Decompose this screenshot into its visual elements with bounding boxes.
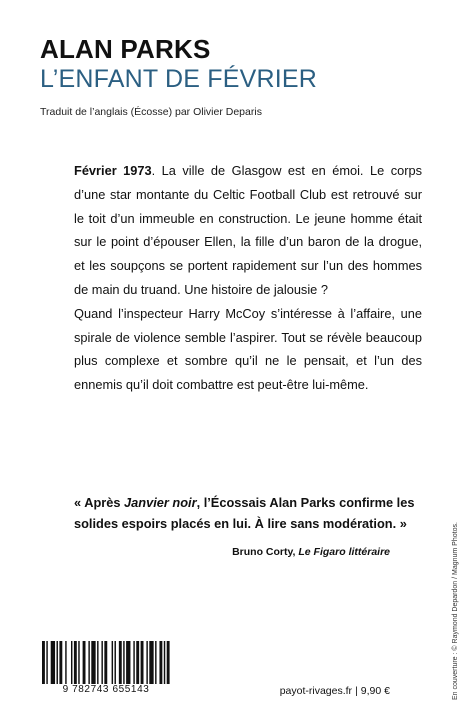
barcode (40, 641, 172, 699)
quote-author: Bruno Corty, (232, 546, 299, 558)
barcode-bar (115, 641, 116, 687)
barcode-bar (46, 641, 47, 687)
translator-line: Traduit de l’anglais (Écosse) par Olivier Deparis (40, 106, 262, 118)
barcode-bar (42, 641, 45, 687)
barcode-bar (57, 641, 58, 687)
barcode-bar (167, 641, 170, 687)
book-title: L’ENFANT DE FÉVRIER (40, 65, 318, 93)
summary-lead: Février 1973 (74, 163, 152, 178)
barcode-bar (133, 641, 134, 687)
barcode-bar (88, 641, 89, 687)
barcode-bar (126, 641, 130, 687)
price: 9,90 € (360, 685, 390, 697)
quote-open: « Après (74, 495, 125, 510)
barcode-number: 9 782743 655143 (40, 684, 172, 696)
barcode-bar (101, 641, 102, 687)
back-cover-summary (74, 159, 422, 397)
barcode-bar (78, 641, 79, 687)
quote-book-title: Janvier noir (124, 495, 197, 510)
barcode-bar (119, 641, 122, 687)
barcode-bar (97, 641, 98, 687)
barcode-bar (104, 641, 107, 687)
barcode-bar (91, 641, 95, 687)
summary-paragraph-1 (74, 159, 422, 302)
barcode-bar (71, 641, 72, 687)
barcode-bar (136, 641, 139, 687)
footer-separator: | (355, 685, 358, 697)
press-quote (74, 492, 422, 534)
author-name: ALAN PARKS (40, 34, 211, 64)
barcode-bar (83, 641, 86, 687)
publisher-website: payot-rivages.fr (279, 685, 353, 697)
barcode-bar (155, 641, 156, 687)
barcode-bar (112, 641, 113, 687)
quote-text: , l’Écossais Alan Parks confirme les solides espoirs placés en lui. À lire sans modération. » (74, 495, 415, 531)
barcode-bar (74, 641, 77, 687)
barcode-bar (59, 641, 62, 687)
summary-paragraph-2: Quand l’inspecteur Harry McCoy s’intéresse à l’affaire, une spirale de violence semble l’aspirer. Tout se révèle beaucoup plus complexe et sombre qu’il ne le pensait, et l’un des ennemis qu’il doit combattre est peut-être lui-même. (74, 305, 422, 393)
barcode-bar (164, 641, 165, 687)
quote-attribution (232, 545, 390, 559)
barcode-bars (40, 641, 172, 687)
barcode-bar (51, 641, 55, 687)
barcode-bar (146, 641, 147, 687)
barcode-bar (149, 641, 153, 687)
barcode-bar (141, 641, 144, 687)
barcode-bar (159, 641, 162, 687)
barcode-bar (65, 641, 66, 687)
summary-paragraph-1-text: . La ville de Glasgow est en émoi. Le corps d’une star montante du Celtic Football Club est retrouvé sur le toit d’un immeuble en construction. Le jeune homme était sur le point d’épouser Ellen, la fille d’un baron de la drogue, et les soupçons se portent rapidement sur l’un des hommes de main du truand. Une histoire de jalousie ? (74, 163, 422, 297)
footer-line (280, 684, 390, 698)
photo-credit: En couverture : © Raymond Depardon / Magnum Photos. (452, 522, 459, 700)
quote-publication: Le Figaro littéraire (298, 546, 390, 558)
barcode-bar (123, 641, 124, 687)
